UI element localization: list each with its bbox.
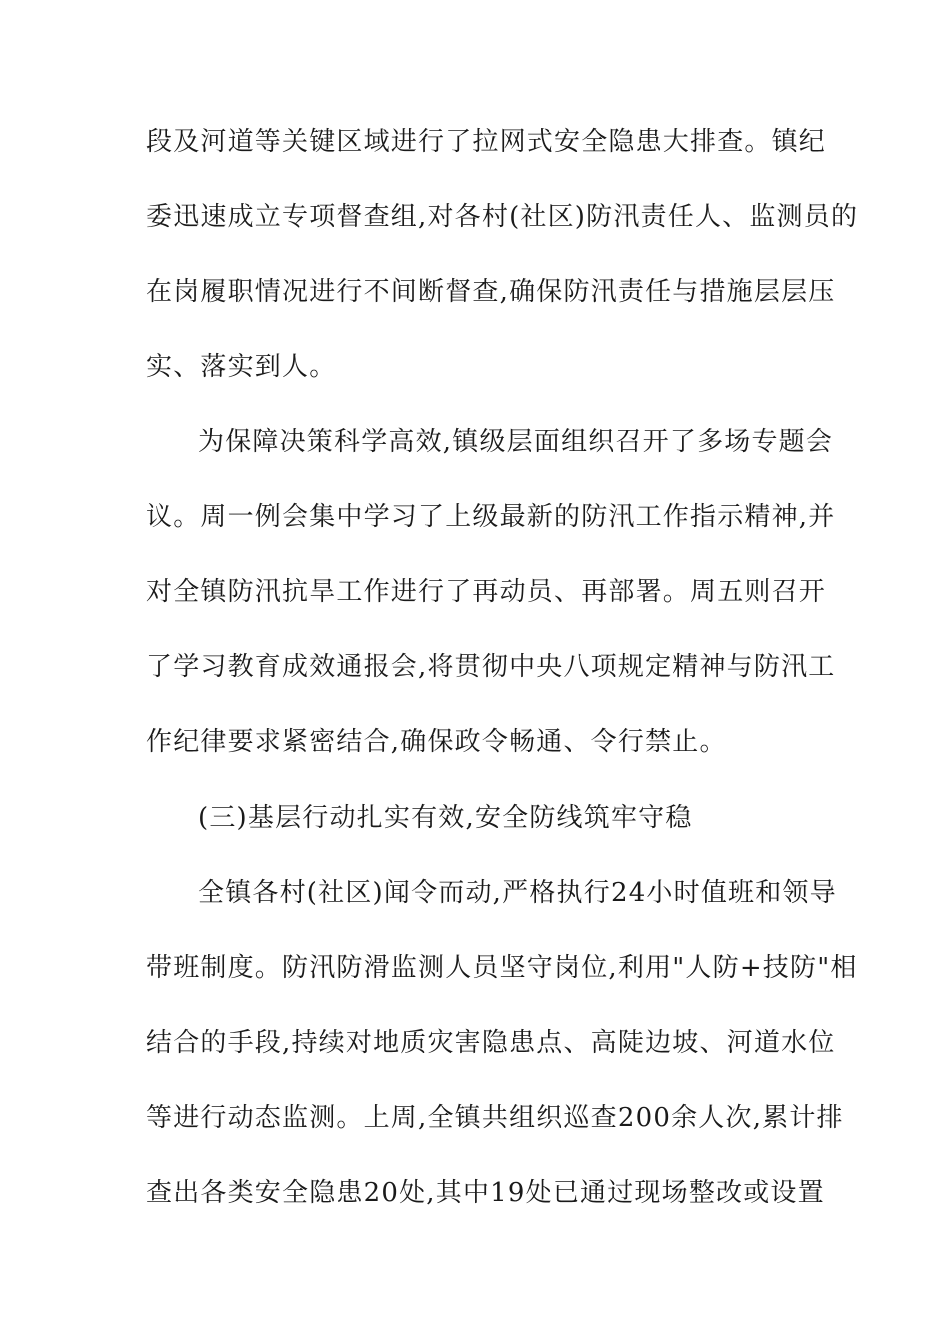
text-line: 对全镇防汛抗旱工作进行了再动员、再部署。周五则召开	[146, 577, 827, 607]
text-line: 委迅速成立专项督查组,对各村(社区)防汛责任人、监测员的	[146, 202, 859, 232]
text-line: 带班制度。防汛防滑监测人员坚守岗位,利用"人防+技防"相	[146, 953, 858, 983]
text-line: 议。周一例会集中学习了上级最新的防汛工作指示精神,并	[146, 502, 836, 532]
section-heading: (三)基层行动扎实有效,安全防线筑牢守稳	[198, 803, 693, 833]
text-line: 段及河道等关键区域进行了拉网式安全隐患大排查。镇纪	[146, 127, 827, 157]
text-line: 了学习教育成效通报会,将贯彻中央八项规定精神与防汛工	[146, 652, 836, 682]
text-line: 等进行动态监测。上周,全镇共组织巡查200余人次,累计排	[146, 1103, 844, 1133]
text-line: 在岗履职情况进行不间断督查,确保防汛责任与措施层层压	[146, 277, 836, 307]
text-line: 全镇各村(社区)闻令而动,严格执行24小时值班和领导	[198, 878, 837, 908]
text-line: 实、落实到人。	[146, 352, 337, 382]
text-line: 查出各类安全隐患20处,其中19处已通过现场整改或设置	[146, 1178, 825, 1208]
text-line: 结合的手段,持续对地质灾害隐患点、高陡边坡、河道水位	[146, 1028, 836, 1058]
text-line: 作纪律要求紧密结合,确保政令畅通、令行禁止。	[146, 727, 727, 757]
text-line: 为保障决策科学高效,镇级层面组织召开了多场专题会	[198, 427, 834, 457]
